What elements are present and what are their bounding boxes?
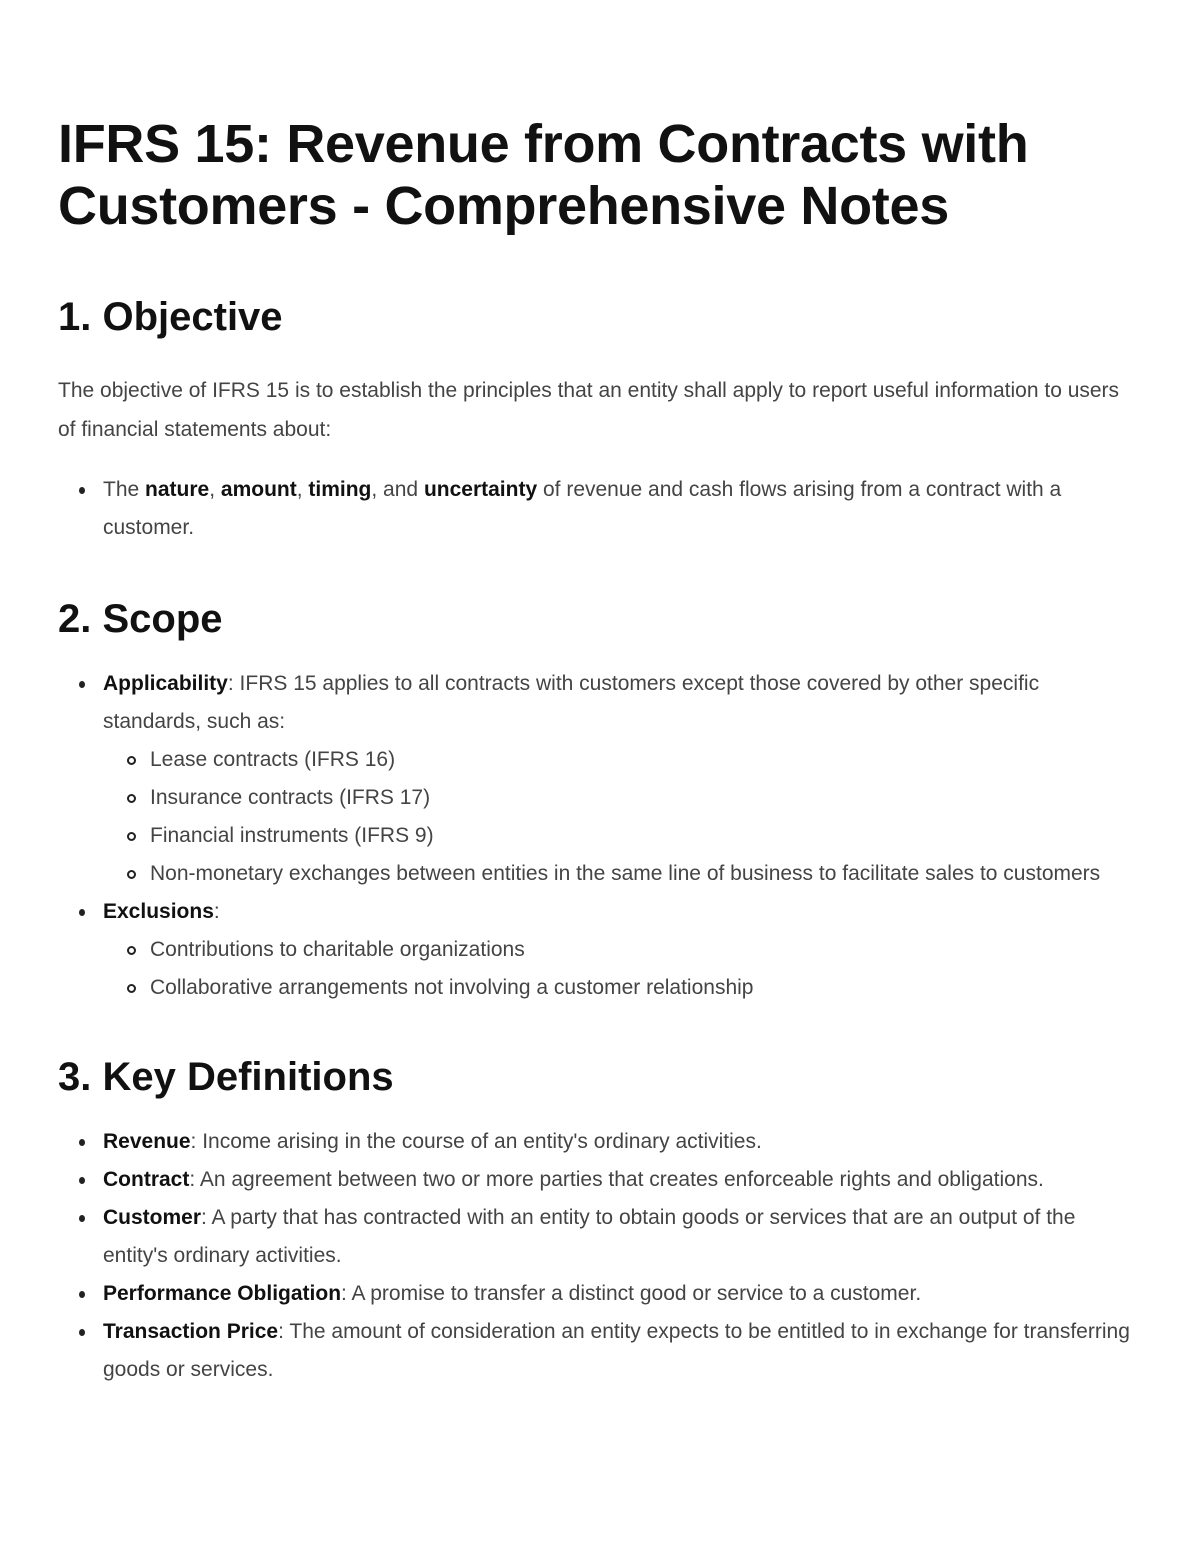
- sub-list: [103, 931, 1142, 1007]
- bold-term: amount: [220, 478, 297, 501]
- bold-term: uncertainty: [423, 478, 538, 501]
- sub-list-item: Collaborative arrangements not involving a customer relationship: [103, 969, 1142, 1007]
- document-title: IFRS 15: Revenue from Contracts with Customers - Comprehensive Notes: [58, 114, 1029, 236]
- list-item: [58, 1199, 1142, 1275]
- sub-list: [103, 741, 1142, 893]
- section-heading-key-definitions: 3. Key Definitions: [58, 1055, 394, 1099]
- objective-list: [58, 471, 1142, 547]
- objective-paragraph: The objective of IFRS 15 is to establish the principles that an entity shall apply to report useful information to users of financial statements about:: [58, 379, 1120, 441]
- text: : A promise to transfer a distinct good or service to a customer.: [341, 1282, 922, 1305]
- scope-list: [58, 665, 1142, 1007]
- list-item: [58, 471, 1142, 547]
- sub-list-item: Lease contracts (IFRS 16): [103, 741, 1142, 779]
- sub-list-item: Non-monetary exchanges between entities in the same line of business to facilitate sales to customers: [103, 855, 1142, 893]
- text: : An agreement between two or more parties that creates enforceable rights and obligations.: [189, 1168, 1044, 1191]
- bold-term: Applicability: [103, 672, 228, 695]
- bold-term: nature: [145, 478, 210, 501]
- text: : IFRS 15 applies to all contracts with customers except those covered by other specific standards, such as:: [103, 672, 1040, 733]
- text: ,: [209, 478, 221, 501]
- sub-list-item: Financial instruments (IFRS 9): [103, 817, 1142, 855]
- list-item: [58, 1161, 1142, 1199]
- list-item: [58, 1313, 1142, 1389]
- text: , and: [371, 478, 424, 501]
- bold-term: Exclusions: [103, 900, 214, 923]
- section-heading-scope: 2. Scope: [58, 597, 223, 641]
- bold-term: Transaction Price: [103, 1320, 279, 1343]
- definitions-list: [58, 1123, 1142, 1389]
- bold-term: Customer: [103, 1206, 202, 1229]
- sub-list-item: Contributions to charitable organizations: [103, 931, 1142, 969]
- text: The: [103, 478, 146, 501]
- bold-term: Contract: [103, 1168, 190, 1191]
- bold-term: Performance Obligation: [103, 1282, 342, 1305]
- bold-term: timing: [308, 478, 372, 501]
- text: : The amount of consideration an entity expects to be entitled to in exchange for transferring goods or services.: [103, 1320, 1130, 1381]
- section-heading-objective: 1. Objective: [58, 295, 283, 339]
- text: :: [213, 900, 220, 923]
- list-item: [58, 665, 1142, 893]
- text: ,: [296, 478, 309, 501]
- list-item: [58, 1275, 1142, 1313]
- list-item: [58, 1123, 1142, 1161]
- sub-list-item: Insurance contracts (IFRS 17): [103, 779, 1142, 817]
- text: of revenue and cash flows arising from a contract with a customer.: [103, 478, 1062, 539]
- text: : Income arising in the course of an entity's ordinary activities.: [190, 1130, 762, 1153]
- bold-term: Revenue: [103, 1130, 191, 1153]
- text: : A party that has contracted with an entity to obtain goods or services that are an output of the entity's ordinary activities.: [103, 1206, 1076, 1267]
- list-item: [58, 893, 1142, 1007]
